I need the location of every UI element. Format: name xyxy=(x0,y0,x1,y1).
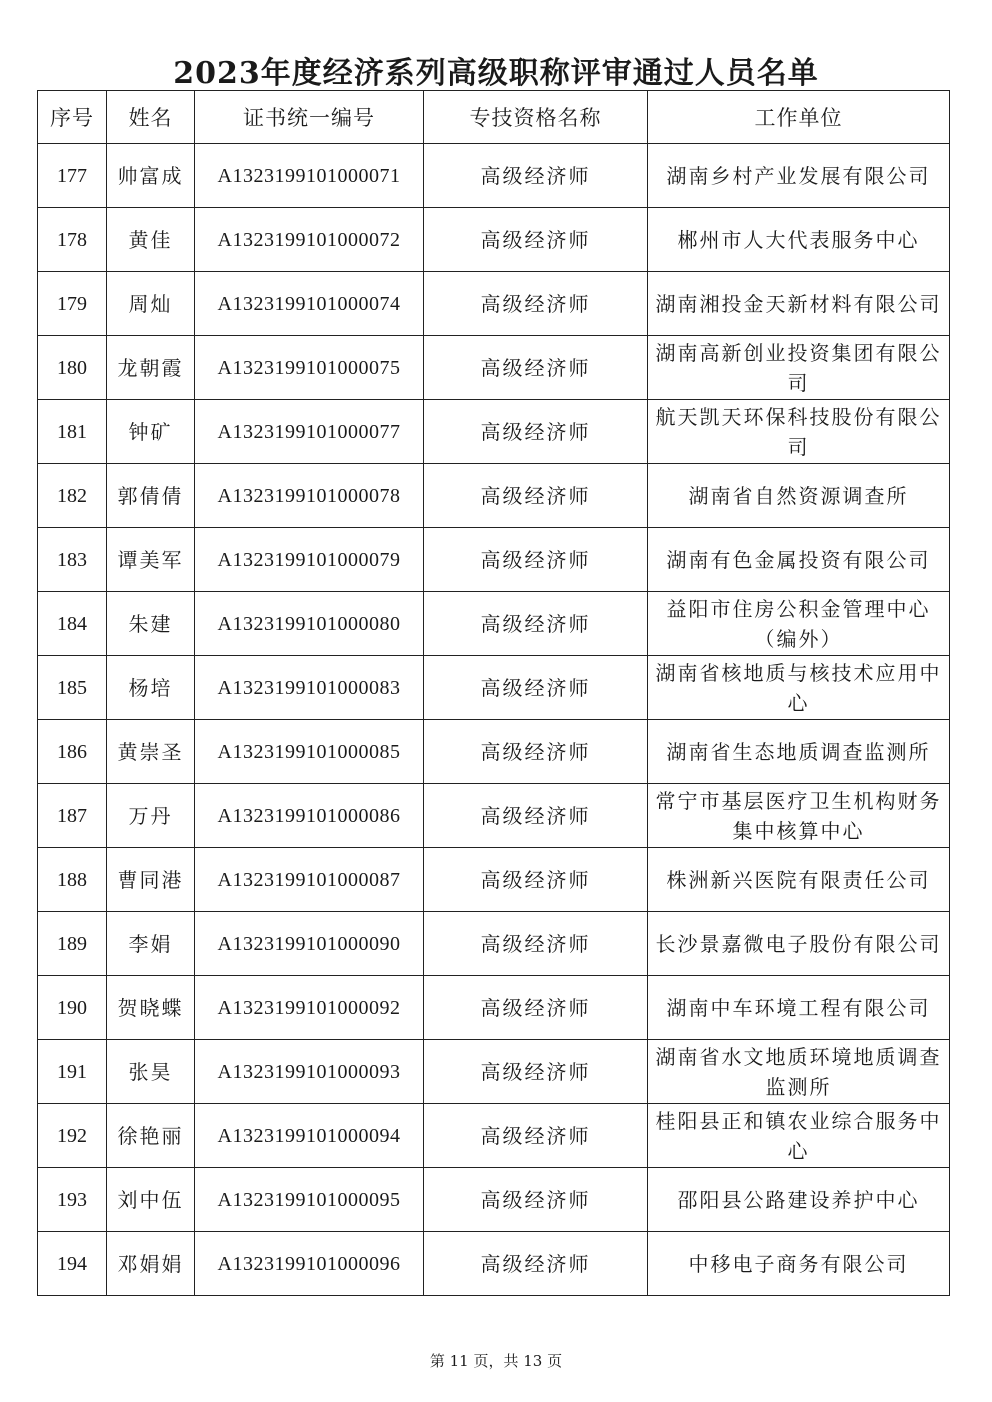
table-row xyxy=(38,464,950,528)
cell-name: 郭倩倩 xyxy=(107,464,195,528)
cell-name: 曹同港 xyxy=(107,848,195,912)
table-row xyxy=(38,1104,950,1168)
table-row xyxy=(38,336,950,400)
table-row xyxy=(38,656,950,720)
cell-work-unit: 湖南省水文地质环境地质调查监测所 xyxy=(648,1040,950,1104)
cell-work-unit: 邵阳县公路建设养护中心 xyxy=(648,1168,950,1232)
roster-table xyxy=(37,90,950,1296)
cell-cert-number: A1323199101000085 xyxy=(195,720,424,784)
header-cert-number: 证书统一编号 xyxy=(195,91,424,144)
cell-cert-number: A1323199101000092 xyxy=(195,976,424,1040)
table-row xyxy=(38,400,950,464)
table-row xyxy=(38,144,950,208)
table-row xyxy=(38,784,950,848)
cell-work-unit: 株洲新兴医院有限责任公司 xyxy=(648,848,950,912)
cell-seq: 180 xyxy=(38,336,107,400)
cell-cert-number: A1323199101000096 xyxy=(195,1232,424,1296)
cell-work-unit: 湖南省自然资源调查所 xyxy=(648,464,950,528)
cell-qualification: 高级经济师 xyxy=(424,912,648,976)
cell-work-unit: 郴州市人大代表服务中心 xyxy=(648,208,950,272)
table-body xyxy=(38,144,950,1296)
header-work-unit: 工作单位 xyxy=(648,91,950,144)
cell-seq: 185 xyxy=(38,656,107,720)
cell-qualification: 高级经济师 xyxy=(424,656,648,720)
cell-name: 贺晓蝶 xyxy=(107,976,195,1040)
cell-seq: 179 xyxy=(38,272,107,336)
cell-work-unit: 桂阳县正和镇农业综合服务中心 xyxy=(648,1104,950,1168)
header-name: 姓名 xyxy=(107,91,195,144)
cell-seq: 177 xyxy=(38,144,107,208)
cell-name: 钟矿 xyxy=(107,400,195,464)
cell-cert-number: A1323199101000090 xyxy=(195,912,424,976)
cell-name: 周灿 xyxy=(107,272,195,336)
cell-qualification: 高级经济师 xyxy=(424,1104,648,1168)
cell-seq: 190 xyxy=(38,976,107,1040)
table-row xyxy=(38,528,950,592)
cell-cert-number: A1323199101000086 xyxy=(195,784,424,848)
cell-cert-number: A1323199101000072 xyxy=(195,208,424,272)
table-row xyxy=(38,848,950,912)
cell-qualification: 高级经济师 xyxy=(424,848,648,912)
cell-seq: 192 xyxy=(38,1104,107,1168)
cell-qualification: 高级经济师 xyxy=(424,272,648,336)
cell-qualification: 高级经济师 xyxy=(424,144,648,208)
cell-work-unit: 常宁市基层医疗卫生机构财务集中核算中心 xyxy=(648,784,950,848)
cell-work-unit: 湖南中车环境工程有限公司 xyxy=(648,976,950,1040)
cell-qualification: 高级经济师 xyxy=(424,720,648,784)
cell-qualification: 高级经济师 xyxy=(424,592,648,656)
cell-seq: 183 xyxy=(38,528,107,592)
cell-seq: 188 xyxy=(38,848,107,912)
cell-seq: 184 xyxy=(38,592,107,656)
cell-seq: 194 xyxy=(38,1232,107,1296)
cell-work-unit: 益阳市住房公积金管理中心（编外） xyxy=(648,592,950,656)
cell-cert-number: A1323199101000078 xyxy=(195,464,424,528)
table-row xyxy=(38,592,950,656)
cell-name: 邓娟娟 xyxy=(107,1232,195,1296)
cell-cert-number: A1323199101000080 xyxy=(195,592,424,656)
cell-name: 朱建 xyxy=(107,592,195,656)
table-header-row xyxy=(38,91,950,144)
cell-cert-number: A1323199101000093 xyxy=(195,1040,424,1104)
table-row xyxy=(38,1040,950,1104)
table-row xyxy=(38,720,950,784)
page-footer: 第 11 页，共 13 页 xyxy=(429,1352,563,1370)
cell-name: 龙朝霞 xyxy=(107,336,195,400)
cell-seq: 181 xyxy=(38,400,107,464)
table-row xyxy=(38,208,950,272)
cell-cert-number: A1323199101000095 xyxy=(195,1168,424,1232)
cell-qualification: 高级经济师 xyxy=(424,1168,648,1232)
cell-qualification: 高级经济师 xyxy=(424,464,648,528)
header-seq: 序号 xyxy=(38,91,107,144)
cell-qualification: 高级经济师 xyxy=(424,528,648,592)
cell-qualification: 高级经济师 xyxy=(424,976,648,1040)
table-row xyxy=(38,1168,950,1232)
cell-work-unit: 长沙景嘉微电子股份有限公司 xyxy=(648,912,950,976)
header-qualification: 专技资格名称 xyxy=(424,91,648,144)
cell-work-unit: 湖南有色金属投资有限公司 xyxy=(648,528,950,592)
cell-seq: 187 xyxy=(38,784,107,848)
cell-qualification: 高级经济师 xyxy=(424,784,648,848)
cell-cert-number: A1323199101000083 xyxy=(195,656,424,720)
table-row xyxy=(38,912,950,976)
cell-name: 刘中伍 xyxy=(107,1168,195,1232)
cell-name: 杨培 xyxy=(107,656,195,720)
cell-work-unit: 中移电子商务有限公司 xyxy=(648,1232,950,1296)
cell-cert-number: A1323199101000079 xyxy=(195,528,424,592)
cell-qualification: 高级经济师 xyxy=(424,208,648,272)
cell-qualification: 高级经济师 xyxy=(424,400,648,464)
cell-cert-number: A1323199101000074 xyxy=(195,272,424,336)
cell-cert-number: A1323199101000094 xyxy=(195,1104,424,1168)
cell-seq: 189 xyxy=(38,912,107,976)
cell-cert-number: A1323199101000075 xyxy=(195,336,424,400)
cell-work-unit: 航天凯天环保科技股份有限公司 xyxy=(648,400,950,464)
cell-name: 张昊 xyxy=(107,1040,195,1104)
cell-work-unit: 湖南湘投金天新材料有限公司 xyxy=(648,272,950,336)
cell-cert-number: A1323199101000087 xyxy=(195,848,424,912)
cell-seq: 178 xyxy=(38,208,107,272)
cell-work-unit: 湖南省核地质与核技术应用中心 xyxy=(648,656,950,720)
table-row xyxy=(38,1232,950,1296)
cell-name: 徐艳丽 xyxy=(107,1104,195,1168)
cell-work-unit: 湖南省生态地质调查监测所 xyxy=(648,720,950,784)
cell-seq: 191 xyxy=(38,1040,107,1104)
cell-name: 李娟 xyxy=(107,912,195,976)
table-row xyxy=(38,976,950,1040)
cell-qualification: 高级经济师 xyxy=(424,336,648,400)
cell-cert-number: A1323199101000071 xyxy=(195,144,424,208)
page-title: 2023年度经济系列高级职称评审通过人员名单 xyxy=(173,56,819,91)
cell-name: 谭美军 xyxy=(107,528,195,592)
cell-cert-number: A1323199101000077 xyxy=(195,400,424,464)
cell-name: 黄佳 xyxy=(107,208,195,272)
cell-seq: 186 xyxy=(38,720,107,784)
cell-work-unit: 湖南高新创业投资集团有限公司 xyxy=(648,336,950,400)
cell-name: 黄崇圣 xyxy=(107,720,195,784)
cell-seq: 193 xyxy=(38,1168,107,1232)
cell-seq: 182 xyxy=(38,464,107,528)
cell-name: 帅富成 xyxy=(107,144,195,208)
cell-qualification: 高级经济师 xyxy=(424,1232,648,1296)
table-row xyxy=(38,272,950,336)
cell-name: 万丹 xyxy=(107,784,195,848)
cell-work-unit: 湖南乡村产业发展有限公司 xyxy=(648,144,950,208)
cell-qualification: 高级经济师 xyxy=(424,1040,648,1104)
